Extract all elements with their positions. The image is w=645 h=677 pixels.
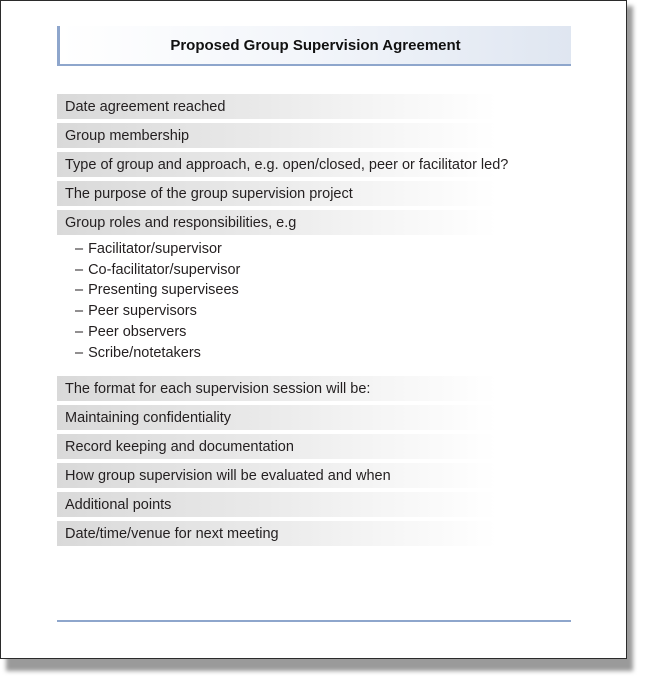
roles-list [57,239,497,376]
dash-mark: – [75,261,84,278]
header-banner [57,26,571,66]
agreement-rows [57,94,509,550]
row-session-format: The format for each supervision session will be: [57,376,497,401]
footer-divider [57,620,571,622]
list-item: – Peer supervisors [75,303,197,320]
dash-mark: – [75,344,84,361]
row-evaluation: How group supervision will be evaluated and when [57,463,497,488]
dash-mark: – [75,323,84,340]
row-type-of-group: Type of group and approach, e.g. open/closed, peer or facilitator led? [57,152,497,177]
dash-mark: – [75,282,84,299]
list-item: – Scribe/notetakers [75,344,201,361]
row-date-agreement: Date agreement reached [57,94,497,119]
list-item: – Facilitator/supervisor [75,241,222,257]
row-purpose: The purpose of the group supervision project [57,181,497,206]
page-title: Proposed Group Supervision Agreement [170,36,461,54]
row-group-roles: Group roles and responsibilities, e.g [57,210,497,235]
list-item: – Co-facilitator/supervisor [75,261,241,278]
row-additional-points: Additional points [57,492,497,517]
row-group-membership: Group membership [57,123,497,148]
dash-mark: – [75,303,84,320]
list-item: – Presenting supervisees [75,282,239,299]
row-confidentiality: Maintaining confidentiality [57,405,497,430]
list-item: – Peer observers [75,323,187,340]
row-record-keeping: Record keeping and documentation [57,434,497,459]
dash-mark: – [75,241,84,257]
row-next-meeting: Date/time/venue for next meeting [57,521,497,546]
